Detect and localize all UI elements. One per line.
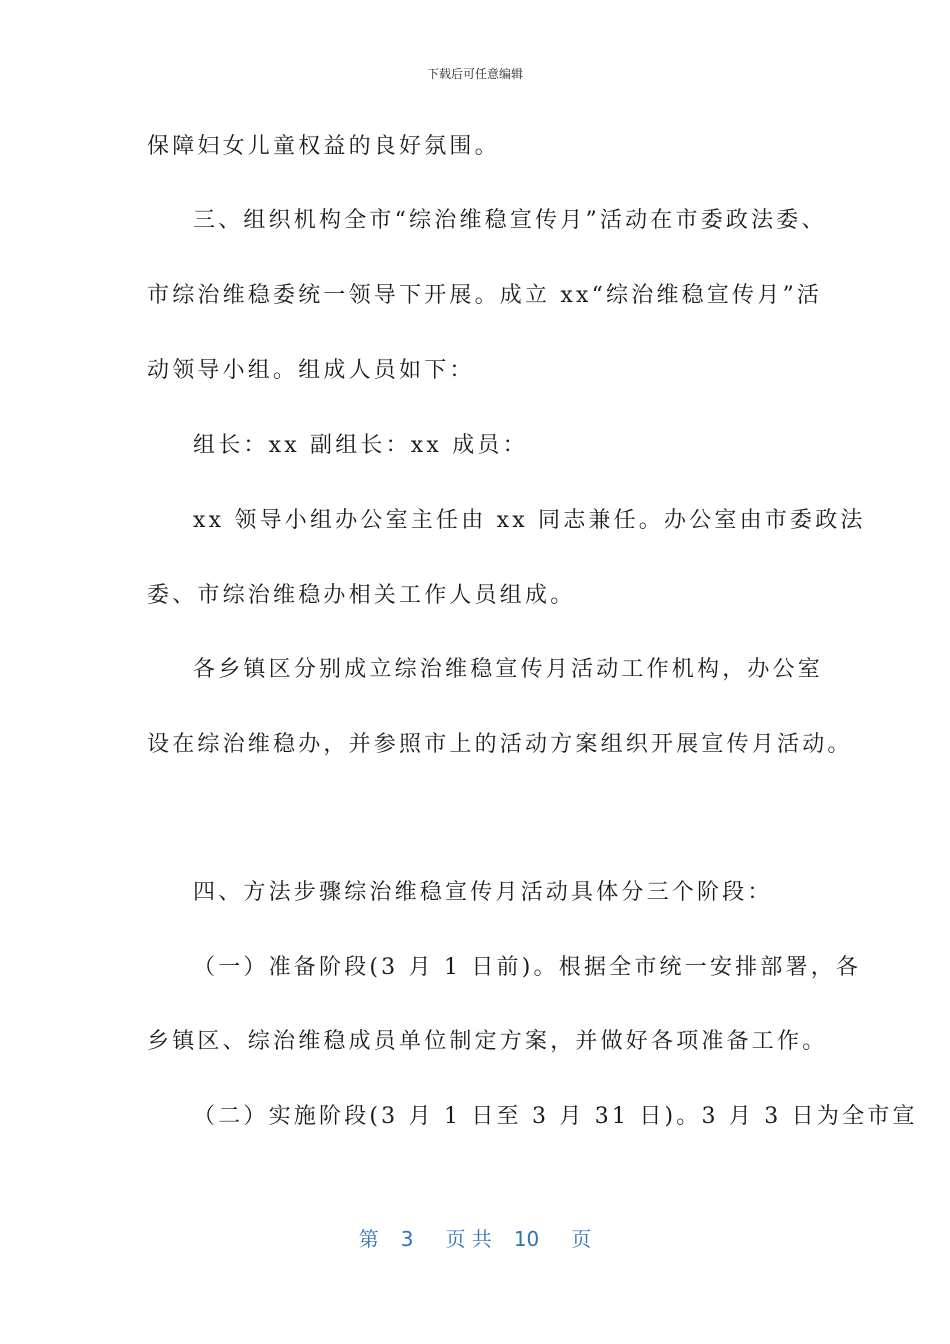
- body-line: （一）准备阶段(3 月 1 日前)。根据全市统一安排部署，各: [193, 955, 862, 980]
- footer-current-page: 3: [400, 1227, 414, 1251]
- page-header: 下载后可任意编辑: [426, 67, 523, 81]
- footer-total-pages: 10: [513, 1227, 540, 1251]
- body-line: 组长：xx 副组长：xx 成员：: [193, 433, 528, 458]
- body-line: 市综治维稳委统一领导下开展。成立 xx“综治维稳宣传月”活: [147, 283, 823, 308]
- footer-prefix: 第: [358, 1227, 379, 1251]
- body-line: 三、组织机构全市“综治维稳宣传月”活动在市委政法委、: [193, 208, 827, 233]
- body-line: xx 领导小组办公室主任由 xx 同志兼任。办公室由市委政法: [193, 508, 866, 533]
- footer-middle: 页 共: [445, 1227, 492, 1251]
- page-footer: [0, 1226, 950, 1252]
- footer-suffix: 页: [571, 1227, 592, 1251]
- body-line: 委、市综治维稳办相关工作人员组成。: [147, 583, 576, 608]
- body-line: 设在综治维稳办，并参照市上的活动方案组织开展宣传月活动。: [147, 732, 853, 757]
- body-line: 各乡镇区分别成立综治维稳宣传月活动工作机构，办公室: [193, 657, 824, 682]
- body-line: 动领导小组。组成人员如下：: [147, 358, 475, 383]
- body-line: 保障妇女儿童权益的良好氛围。: [147, 134, 500, 159]
- body-line: 四、方法步骤综治维稳宣传月活动具体分三个阶段：: [193, 880, 773, 905]
- body-line: （二）实施阶段(3 月 1 日至 3 月 31 日)。3 月 3 日为全市宣: [193, 1104, 918, 1129]
- body-line: 乡镇区、综治维稳成员单位制定方案，并做好各项准备工作。: [147, 1029, 828, 1054]
